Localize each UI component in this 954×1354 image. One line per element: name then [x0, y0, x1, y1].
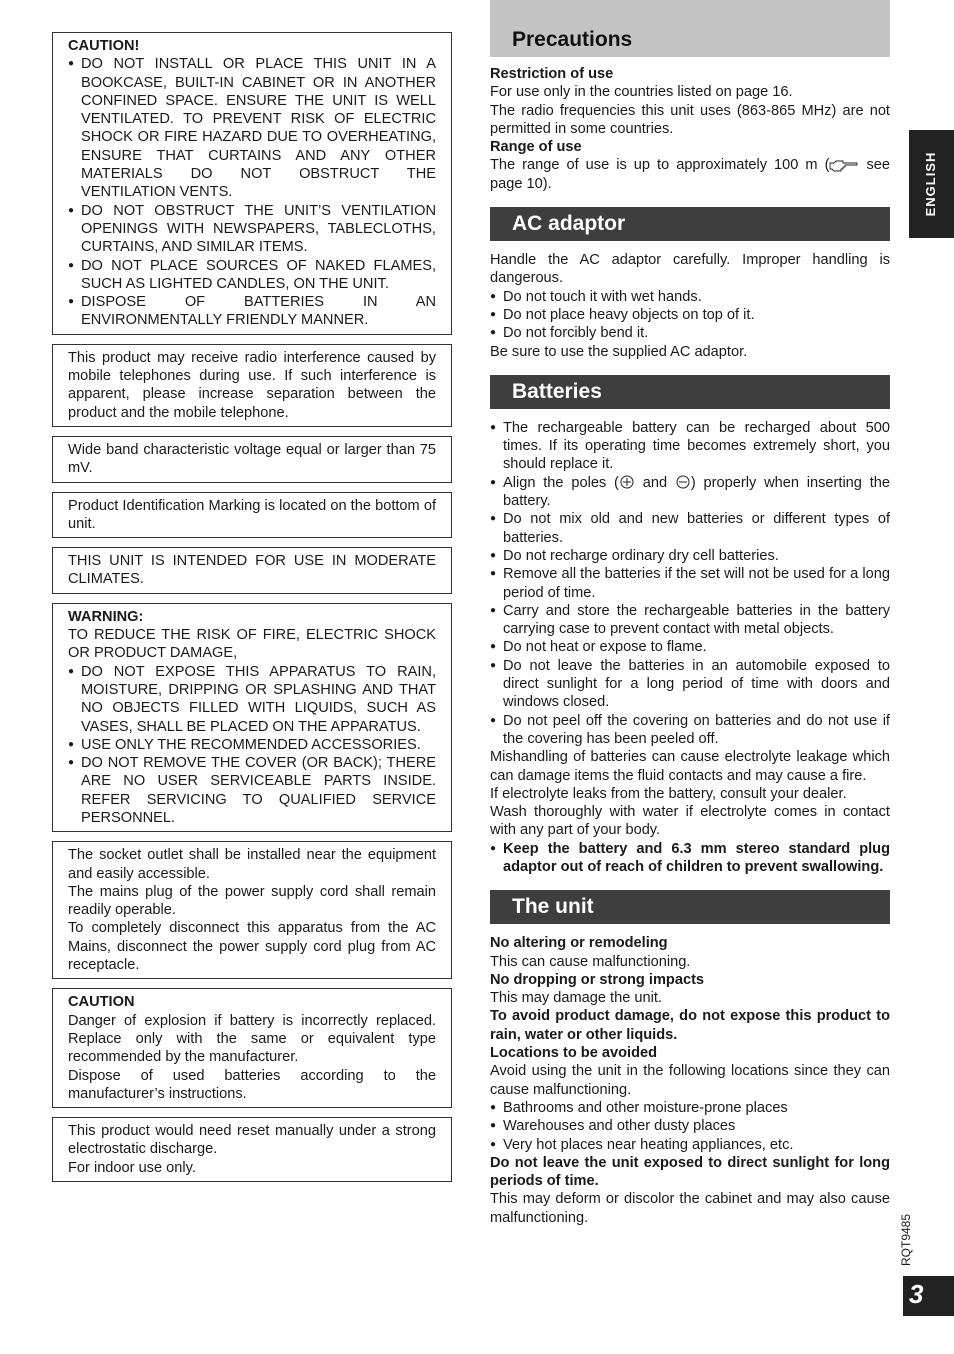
- list-item: ● USE ONLY THE RECOMMENDED ACCESSORIES.: [68, 736, 436, 754]
- list-item: ● Very hot places near heating appliances, etc.: [490, 1136, 890, 1154]
- list-item: ● Do not place heavy objects on top of it.: [490, 306, 890, 324]
- list-item: ● Do not mix old and new batteries or different types of batteries.: [490, 510, 890, 547]
- range-text-part: The range of use is up to approximately 100 m (: [490, 157, 830, 174]
- restriction-text: For use only in the countries listed on page 16.: [490, 84, 793, 101]
- range-text: [490, 156, 890, 193]
- range-text-part: see page 10).: [490, 157, 890, 192]
- batteries-para: Wash thoroughly with water if electrolyte comes in contact with any part of your body.: [490, 804, 890, 839]
- climates-text: THIS UNIT IS INTENDED FOR USE IN MODERATE CLIMATES.: [68, 553, 436, 588]
- socket-text: To completely disconnect this apparatus from the AC Mains, disconnect the power supply cord plug from AC receptacle.: [68, 920, 436, 974]
- unit-text: Avoid using the unit in the following locations since they can cause malfunctioning.: [490, 1063, 890, 1098]
- caution-heading: CAUTION!: [68, 38, 140, 54]
- warning-intro: TO REDUCE THE RISK OF FIRE, ELECTRIC SHOCK OR PRODUCT DAMAGE,: [68, 627, 436, 662]
- caution-list: [68, 55, 436, 329]
- batteries-para: Mishandling of batteries can cause electrolyte leakage which can damage items the fluid contacts and may cause a fire.: [490, 749, 890, 784]
- warning-list: [68, 663, 436, 828]
- caution-box: [52, 32, 452, 335]
- list-item: ● Keep the battery and 6.3 mm stereo standard plug adaptor out of reach of children to prevent swallowing.: [490, 840, 890, 877]
- socket-text: The socket outlet shall be installed near the equipment and easily accessible.: [68, 847, 436, 882]
- battery-caution-box: [52, 988, 452, 1108]
- reset-text: This product would need reset manually under a strong electrostatic discharge.: [68, 1123, 436, 1158]
- poles-text: ) properly when inserting the battery.: [503, 474, 891, 510]
- list-item: ● Do not heat or expose to flame.: [490, 638, 890, 656]
- ac-outro: Be sure to use the supplied AC adaptor.: [490, 343, 748, 360]
- unit-text: This may damage the unit.: [490, 990, 662, 1007]
- list-item: ● DO NOT REMOVE THE COVER (OR BACK); THERE ARE NO USER SERVICEABLE PARTS INSIDE. REFER SERVICING TO QUALIFIED SERVICE PERSONNEL.: [68, 754, 436, 827]
- list-item: ● Remove all the batteries if the set will not be used for a long period of time.: [490, 565, 890, 602]
- battery-caution-text: Dispose of used batteries according to the manufacturer’s instructions.: [68, 1067, 436, 1102]
- unit-bold-text: Do not leave the unit exposed to direct sunlight for long periods of time.: [490, 1154, 890, 1190]
- section-title-batteries: Batteries: [490, 375, 890, 409]
- warning-heading: WARNING:: [68, 608, 144, 625]
- unit-text: This may deform or discolor the cabinet and may also cause malfunctioning.: [490, 1191, 890, 1226]
- ac-intro: Handle the AC adaptor carefully. Improper handling is dangerous.: [490, 252, 890, 287]
- socket-notice: [52, 841, 452, 979]
- list-item: ● DO NOT INSTALL OR PLACE THIS UNIT IN A BOOKCASE, BUILT-IN CABINET OR IN ANOTHER CONFINED SPACE. ENSURE THE UNIT IS WELL VENTILATED. TO PREVENT RISK OF ELECTRIC SHOCK OR FIRE HAZARD DUE TO OVERHEATING, ENSURE THAT CURTAINS AND ANY OTHER MATERIALS DO NOT OBSTRUCT THE VENTILATION VENTS.: [68, 55, 436, 201]
- list-item: ● Do not forcibly bend it.: [490, 324, 890, 342]
- list-item: ● Warehouses and other dusty places: [490, 1117, 890, 1135]
- battery-caution-text: Danger of explosion if battery is incorrectly replaced. Replace only with the same or equivalent type recommended by the manufacturer.: [68, 1012, 436, 1066]
- ac-list: [490, 288, 890, 343]
- page-number: 3: [903, 1276, 954, 1316]
- voltage-text: Wide band characteristic voltage equal or larger than 75 mV.: [68, 441, 436, 477]
- unit-list: [490, 1099, 890, 1154]
- section-title-precautions: Precautions: [490, 0, 890, 57]
- list-item: ● The rechargeable battery can be recharged about 500 times. If its operating time becomes extremely short, you should replace it.: [490, 419, 890, 474]
- language-tab: [909, 130, 954, 238]
- reset-notice: [52, 1117, 452, 1182]
- list-item: ● DO NOT EXPOSE THIS APPARATUS TO RAIN, MOISTURE, DRIPPING OR SPLASHING AND THAT NO OBJECTS FILLED WITH LIQUIDS, SUCH AS VASES, SHALL BE PLACED ON THE APPARATUS.: [68, 663, 436, 736]
- restriction-heading: Restriction of use: [490, 66, 614, 82]
- poles-text: Align the poles (: [503, 474, 619, 491]
- socket-text: The mains plug of the power supply cord shall remain readily operable.: [68, 883, 436, 919]
- warning-box: [52, 603, 452, 833]
- list-item: ● Do not touch it with wet hands.: [490, 288, 890, 306]
- list-item: ● Do not leave the batteries in an automobile exposed to direct sunlight for a long period of time with doors and windows closed.: [490, 657, 890, 712]
- list-item: ● Do not peel off the covering on batteries and do not use if the covering has been peeled off.: [490, 712, 890, 749]
- section-title-ac-adaptor: AC adaptor: [490, 207, 890, 241]
- minus-pole-icon: [675, 475, 691, 489]
- unit-bold-text: To avoid product damage, do not expose this product to rain, water or other liquids.: [490, 1008, 890, 1043]
- marking-notice: [52, 492, 452, 539]
- list-item: ● Do not recharge ordinary dry cell batteries.: [490, 547, 890, 565]
- plus-pole-icon: [619, 475, 635, 489]
- right-column: [490, 0, 890, 1227]
- left-column: [52, 32, 452, 1191]
- batteries-list: [490, 419, 890, 748]
- unit-heading: No altering or remodeling: [490, 935, 668, 952]
- list-item: ● DO NOT OBSTRUCT THE UNIT’S VENTILATION OPENINGS WITH NEWSPAPERS, TABLECLOTHS, CURTAINS, AND SIMILAR ITEMS.: [68, 202, 436, 257]
- interference-text: This product may receive radio interference caused by mobile telephones during use. If such interference is apparent, please increase separation between the product and the mobile telephone.: [68, 349, 436, 421]
- list-item: [490, 474, 890, 511]
- unit-heading: No dropping or strong impacts: [490, 971, 705, 988]
- list-item: ● Bathrooms and other moisture-prone places: [490, 1099, 890, 1117]
- list-item: ● Carry and store the rechargeable batteries in the battery carrying case to prevent contact with metal objects.: [490, 602, 890, 639]
- climates-notice: [52, 547, 452, 594]
- restriction-text: The radio frequencies this unit uses (863-865 MHz) are not permitted in some countries.: [490, 102, 890, 137]
- unit-text: This can cause malfunctioning.: [490, 953, 691, 970]
- list-item: ● DO NOT PLACE SOURCES OF NAKED FLAMES, SUCH AS LIGHTED CANDLES, ON THE UNIT.: [68, 257, 436, 294]
- batteries-bold-list: [490, 840, 890, 877]
- language-label: ENGLISH: [922, 151, 938, 217]
- unit-heading: Locations to be avoided: [490, 1045, 658, 1062]
- section-title-the-unit: The unit: [490, 890, 890, 924]
- list-item: ● DISPOSE OF BATTERIES IN AN ENVIRONMENTALLY FRIENDLY MANNER.: [68, 293, 436, 330]
- range-heading: Range of use: [490, 139, 582, 156]
- model-code-label: RQT9485: [898, 1213, 913, 1267]
- reset-text: For indoor use only.: [68, 1159, 196, 1176]
- interference-notice: [52, 344, 452, 427]
- pointing-hand-icon: [829, 160, 859, 172]
- marking-text: Product Identification Marking is located on the bottom of unit.: [68, 497, 436, 532]
- voltage-notice: [52, 436, 452, 483]
- poles-text: and: [634, 474, 675, 491]
- battery-caution-heading: CAUTION: [68, 994, 135, 1011]
- batteries-para: If electrolyte leaks from the battery, consult your dealer.: [490, 785, 847, 802]
